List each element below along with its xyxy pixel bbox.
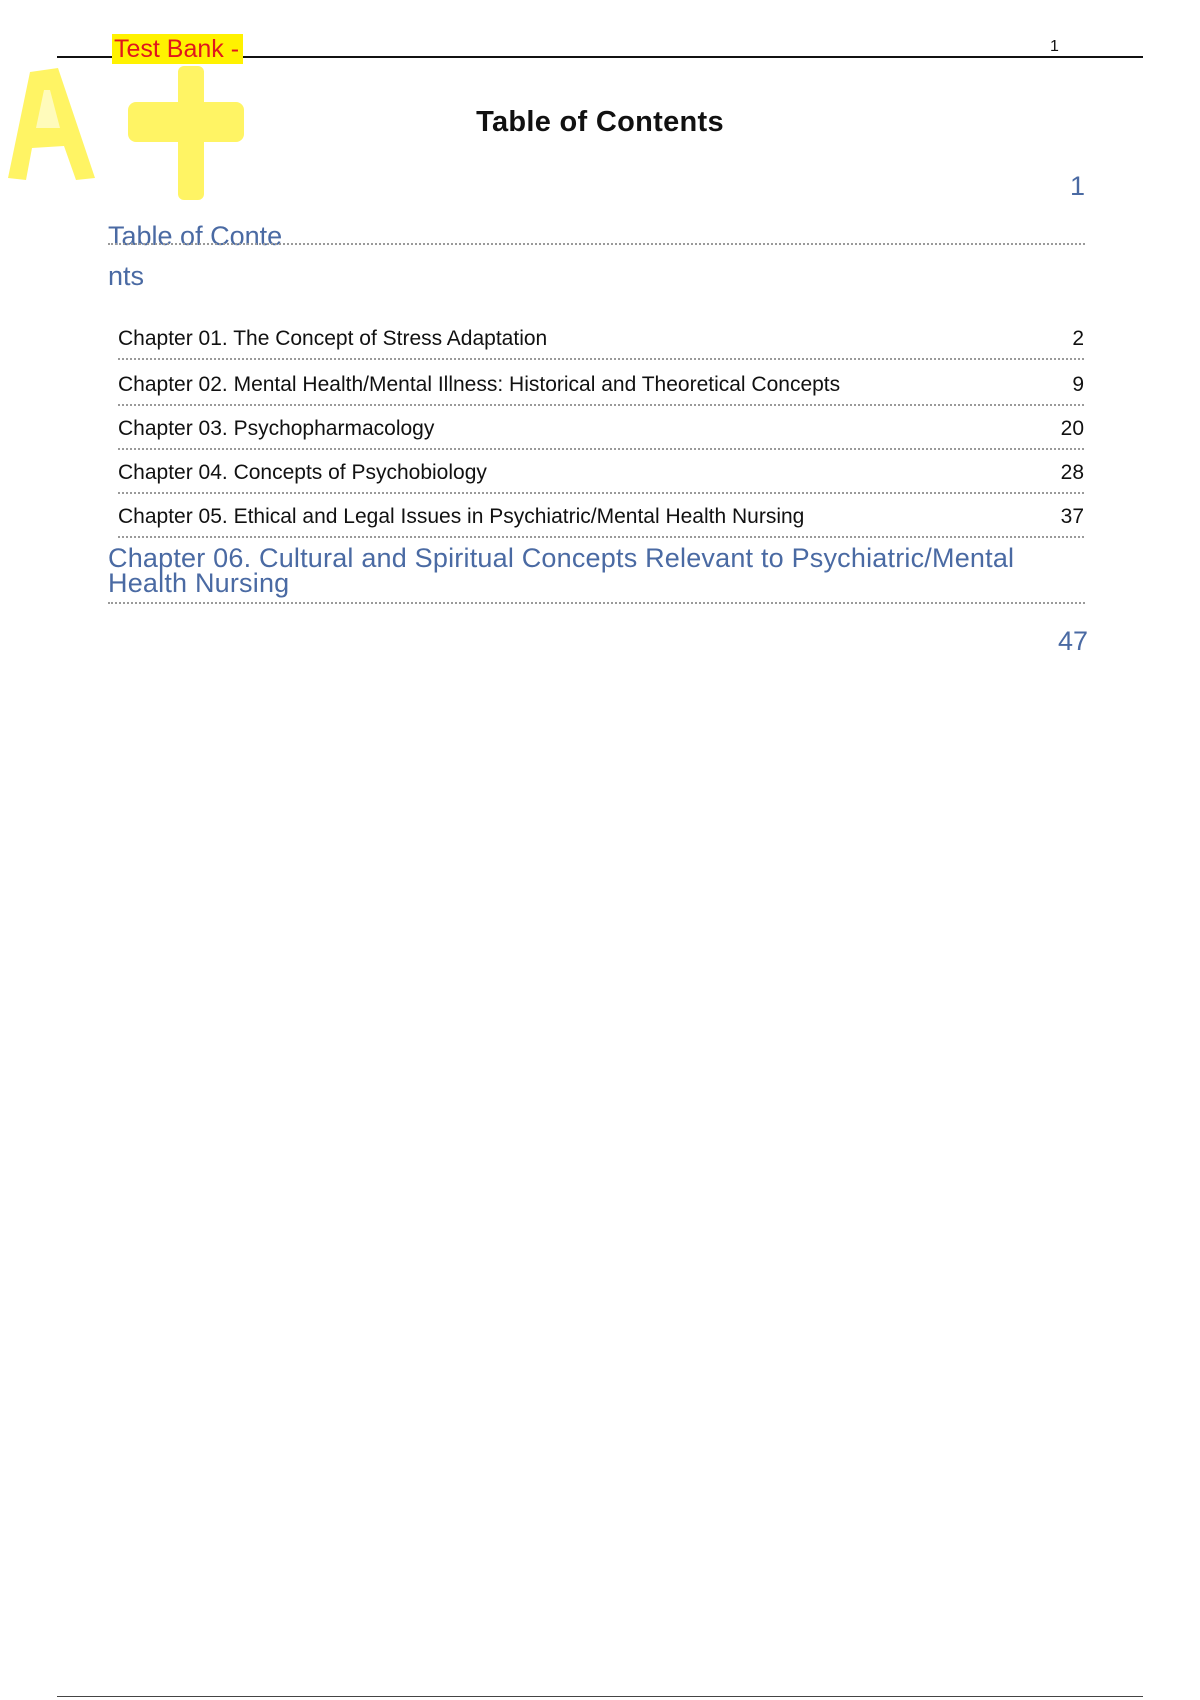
toc-entry-leader: [118, 536, 1084, 538]
toc-entry-label: Chapter 02. Mental Health/Mental Illness: Historical and Theoretical Concepts: [118, 373, 841, 396]
toc-entry-leader: [118, 358, 1084, 360]
toc-entry-leader: [118, 404, 1084, 406]
toc-entry-page: 9: [1072, 373, 1084, 396]
toc-entry-chapter-03[interactable]: [118, 414, 1084, 444]
toc-entry-label: Chapter 03. Psychopharmacology: [118, 417, 435, 440]
toc-entry-page: 2: [1072, 327, 1084, 350]
toc-entry-chapter-04[interactable]: [118, 458, 1084, 488]
toc-heading-page[interactable]: 1: [1069, 171, 1085, 201]
toc-heading-leader: [108, 243, 1085, 245]
page-number: 1: [1050, 38, 1059, 55]
footer-rule: [57, 1696, 1143, 1697]
toc-entry-page: 37: [1060, 505, 1084, 528]
toc-entry-page: 28: [1060, 461, 1084, 484]
toc-heading-line1: Table of Conte: [108, 221, 283, 251]
toc-entry-chapter-06-line1: Chapter 06. Cultural and Spiritual Concepts Relevant to Psychiatric/Mental: [108, 543, 1015, 573]
toc-entry-label: Chapter 01. The Concept of Stress Adaptation: [118, 327, 548, 350]
toc-entry-chapter-06[interactable]: [108, 543, 1090, 598]
toc-entry-chapter-06-leader: [108, 602, 1085, 604]
toc-entry-chapter-06-line2: Health Nursing: [108, 568, 290, 598]
toc-entry-label: Chapter 04. Concepts of Psychobiology: [118, 461, 487, 484]
toc-entry-leader: [118, 492, 1084, 494]
toc-entry-leader: [118, 448, 1084, 450]
toc-heading-entry[interactable]: [108, 216, 308, 296]
toc-entry-chapter-01[interactable]: [118, 324, 1084, 354]
toc-entry-label: Chapter 05. Ethical and Legal Issues in Psychiatric/Mental Health Nursing: [118, 505, 805, 528]
toc-entry-chapter-05[interactable]: [118, 502, 1084, 532]
a-plus-watermark-icon: [0, 60, 260, 210]
toc-entry-chapter-02[interactable]: [118, 370, 1084, 400]
toc-heading-line2: nts: [108, 261, 145, 291]
header-label: Test Bank -: [112, 34, 243, 64]
toc-entry-chapter-06-page[interactable]: 47: [1057, 626, 1088, 656]
page-title: Table of Contents: [476, 106, 724, 138]
toc-entry-page: 20: [1060, 417, 1084, 440]
